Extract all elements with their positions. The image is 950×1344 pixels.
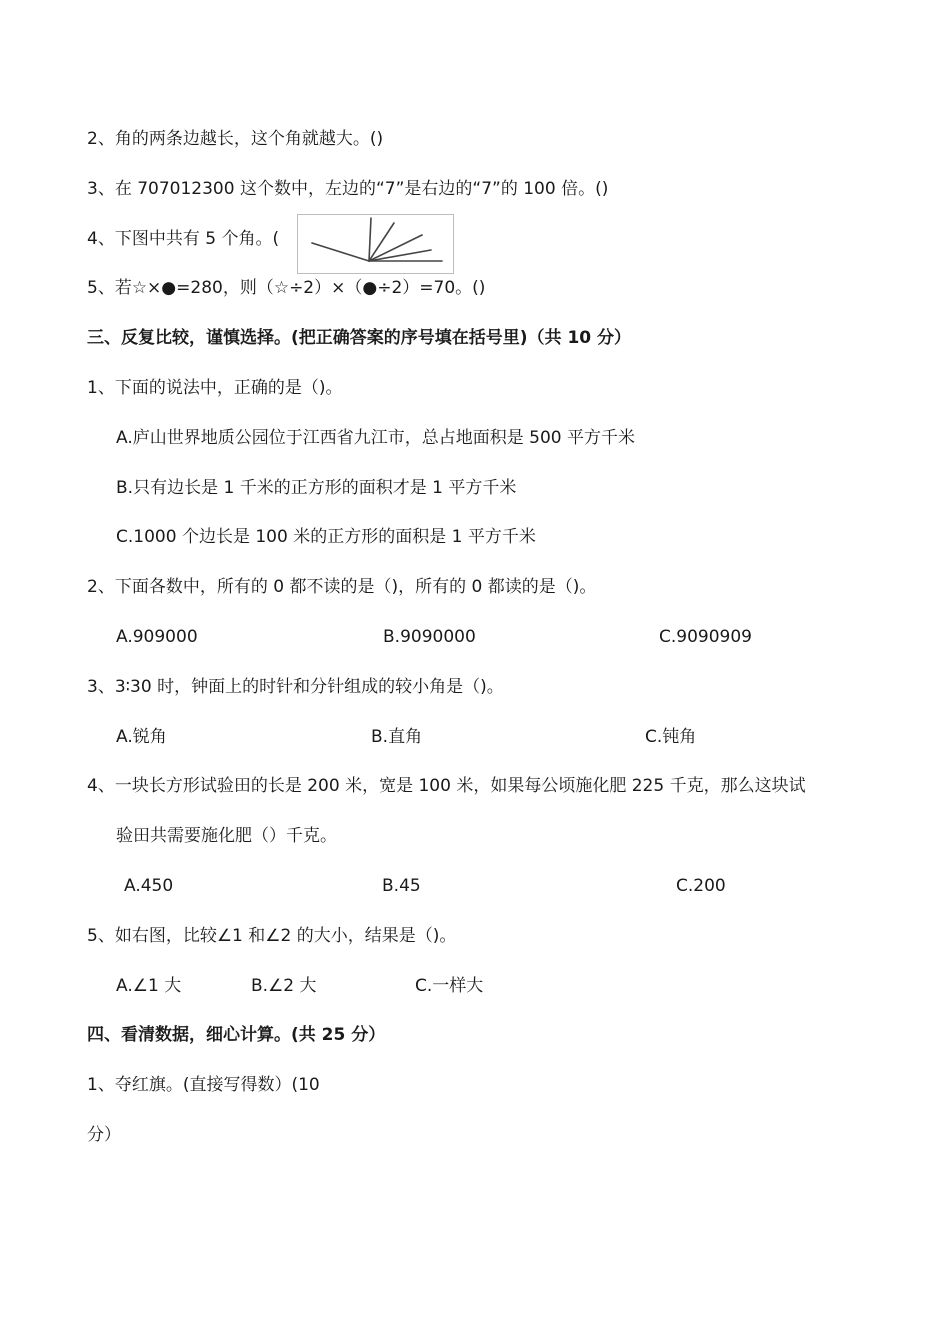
choice-1-option-b: B.只有边长是 1 千米的正方形的面积才是 1 平方千米 (116, 478, 517, 498)
choice-2-option-c: C.9090909 (659, 627, 752, 647)
choice-4-option-c: C.200 (676, 876, 726, 896)
choice-question-2: 2、下面各数中，所有的 0 都不读的是（)，所有的 0 都读的是（)。 (87, 577, 597, 597)
choice-2-option-b: B.9090000 (383, 627, 476, 647)
judge-question-3: 3、在 707012300 这个数中，左边的“7”是右边的“7”的 100 倍。() (87, 179, 609, 199)
choice-question-1: 1、下面的说法中，正确的是（)。 (87, 378, 343, 398)
choice-5-option-a: A.∠1 大 (116, 976, 182, 996)
choice-question-5: 5、如右图，比较∠1 和∠2 的大小，结果是（)。 (87, 926, 457, 946)
choice-4-option-b: B.45 (382, 876, 421, 896)
choice-question-4-line-1: 4、一块长方形试验田的长是 200 米，宽是 100 米，如果每公顷施化肥 225 千克，那么这块试 (87, 776, 806, 796)
calc-question-1-line-2: 分） (87, 1125, 121, 1145)
angle-rays-icon (298, 215, 453, 273)
judge-question-4: 4、下图中共有 5 个角。( (87, 229, 280, 249)
choice-5-option-c: C.一样大 (415, 976, 484, 996)
choice-question-4-line-2: 验田共需要施化肥（）千克。 (116, 826, 337, 846)
choice-4-option-a: A.450 (124, 876, 174, 896)
choice-3-option-c: C.钝角 (645, 727, 697, 747)
judge-question-2: 2、角的两条边越长，这个角就越大。() (87, 129, 384, 149)
section-3-heading: 三、反复比较，谨慎选择。(把正确答案的序号填在括号里)（共 10 分） (87, 328, 632, 348)
choice-3-option-b: B.直角 (371, 727, 423, 747)
choice-question-3: 3、3∶30 时，钟面上的时针和分针组成的较小角是（)。 (87, 677, 504, 697)
choice-1-option-c: C.1000 个边长是 100 米的正方形的面积是 1 平方千米 (116, 527, 536, 547)
choice-3-option-a: A.锐角 (116, 727, 167, 747)
choice-2-option-a: A.909000 (116, 627, 198, 647)
choice-1-option-a: A.庐山世界地质公园位于江西省九江市，总占地面积是 500 平方千米 (116, 428, 635, 448)
angle-rays-figure (297, 214, 454, 274)
section-4-heading: 四、看清数据，细心计算。(共 25 分） (87, 1025, 386, 1045)
calc-question-1-line-1: 1、夺红旗。(直接写得数）(10 (87, 1075, 320, 1095)
judge-question-5: 5、若☆×●=280，则（☆÷2）×（●÷2）=70。() (87, 278, 486, 298)
choice-5-option-b: B.∠2 大 (251, 976, 317, 996)
